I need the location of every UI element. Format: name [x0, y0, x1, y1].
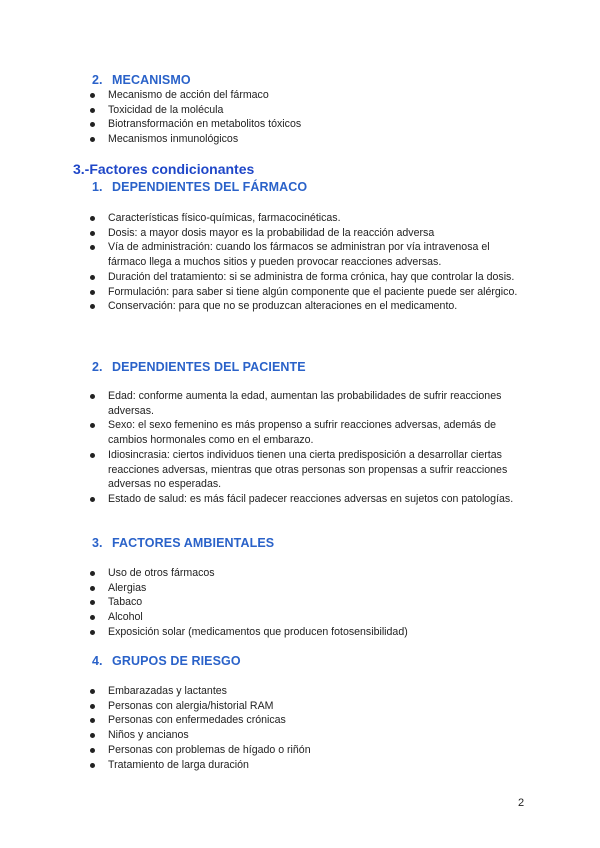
heading-paciente: [92, 360, 306, 374]
heading-text: GRUPOS DE RIESGO: [112, 654, 241, 668]
bullet-icon: [90, 453, 95, 458]
list-ambientales: [88, 566, 528, 640]
bullet-icon: [90, 630, 95, 635]
bullet-icon: [90, 216, 95, 221]
list-farmaco: [88, 211, 528, 314]
bullet-icon: [90, 586, 95, 591]
list-item: Embarazadas y lactantes: [88, 684, 528, 699]
list-item: Mecanismos inmunológicos: [88, 132, 528, 147]
list-item: Tratamiento de larga duración: [88, 758, 528, 773]
list-item: Mecanismo de acción del fármaco: [88, 88, 528, 103]
list-item: Sexo: el sexo femenino es más propenso a sufrir reacciones adversas, además de cambios hormonales como en el embarazo.: [88, 418, 528, 447]
list-riesgo: [88, 684, 528, 772]
list-mecanismo: [88, 88, 528, 147]
bullet-icon: [90, 93, 95, 98]
list-item: Biotransformación en metabolitos tóxicos: [88, 117, 528, 132]
bullet-icon: [90, 689, 95, 694]
heading-text: MECANISMO: [112, 73, 191, 87]
heading-number: 3.: [92, 536, 103, 550]
list-item: Estado de salud: es más fácil padecer reacciones adversas en sujetos con patologías.: [88, 492, 528, 507]
bullet-icon: [90, 108, 95, 113]
list-item: Conservación: para que no se produzcan alteraciones en el medicamento.: [88, 299, 528, 314]
section-title-factores: 3.-Factores condicionantes: [73, 161, 255, 177]
list-item: Alergias: [88, 581, 528, 596]
list-paciente: [88, 389, 528, 507]
bullet-icon: [90, 275, 95, 280]
heading-riesgo: [92, 654, 241, 668]
bullet-icon: [90, 571, 95, 576]
list-item: Exposición solar (medicamentos que producen fotosensibilidad): [88, 625, 528, 640]
list-item: Alcohol: [88, 610, 528, 625]
bullet-icon: [90, 304, 95, 309]
page-number: 2: [518, 797, 525, 809]
heading-mecanismo: [92, 73, 191, 87]
bullet-icon: [90, 718, 95, 723]
bullet-icon: [90, 615, 95, 620]
bullet-icon: [90, 290, 95, 295]
bullet-icon: [90, 423, 95, 428]
list-item: Dosis: a mayor dosis mayor es la probabilidad de la reacción adversa: [88, 226, 528, 241]
list-item: Personas con alergia/historial RAM: [88, 699, 528, 714]
bullet-icon: [90, 394, 95, 399]
list-item: Personas con enfermedades crónicas: [88, 713, 528, 728]
heading-ambientales: [92, 536, 274, 550]
bullet-icon: [90, 763, 95, 768]
list-item: Personas con problemas de hígado o riñón: [88, 743, 528, 758]
list-item: Tabaco: [88, 595, 528, 610]
bullet-icon: [90, 600, 95, 605]
list-item: Formulación: para saber si tiene algún componente que el paciente puede ser alérgico.: [88, 285, 528, 300]
heading-number: 1.: [92, 180, 103, 194]
heading-text: DEPENDIENTES DEL PACIENTE: [112, 360, 306, 374]
heading-number: 4.: [92, 654, 103, 668]
list-item: Idiosincrasia: ciertos individuos tienen una cierta predisposición a desarrollar ciertas reacciones adversas, mientras que otras personas son propensas a sufrir reacciones adversas no esperadas.: [88, 448, 528, 492]
heading-text: DEPENDIENTES DEL FÁRMACO: [112, 180, 308, 194]
bullet-icon: [90, 122, 95, 127]
list-item: Uso de otros fármacos: [88, 566, 528, 581]
list-item: Duración del tratamiento: si se administra de forma crónica, hay que controlar la dosis.: [88, 270, 528, 285]
list-item: Niños y ancianos: [88, 728, 528, 743]
bullet-icon: [90, 748, 95, 753]
bullet-icon: [90, 704, 95, 709]
bullet-icon: [90, 137, 95, 142]
bullet-icon: [90, 733, 95, 738]
list-item: Toxicidad de la molécula: [88, 103, 528, 118]
heading-number: 2.: [92, 360, 103, 374]
bullet-icon: [90, 497, 95, 502]
list-item: Vía de administración: cuando los fármacos se administran por vía intravenosa el fármaco llega a muchos sitios y pueden provocar reacciones adversas.: [88, 240, 528, 269]
bullet-icon: [90, 231, 95, 236]
heading-number: 2.: [92, 73, 103, 87]
heading-farmaco: [92, 180, 307, 194]
list-item: Características físico-químicas, farmacocinéticas.: [88, 211, 528, 226]
list-item: Edad: conforme aumenta la edad, aumentan las probabilidades de sufrir reacciones adversas.: [88, 389, 528, 418]
bullet-icon: [90, 245, 95, 250]
heading-text: FACTORES AMBIENTALES: [112, 536, 275, 550]
